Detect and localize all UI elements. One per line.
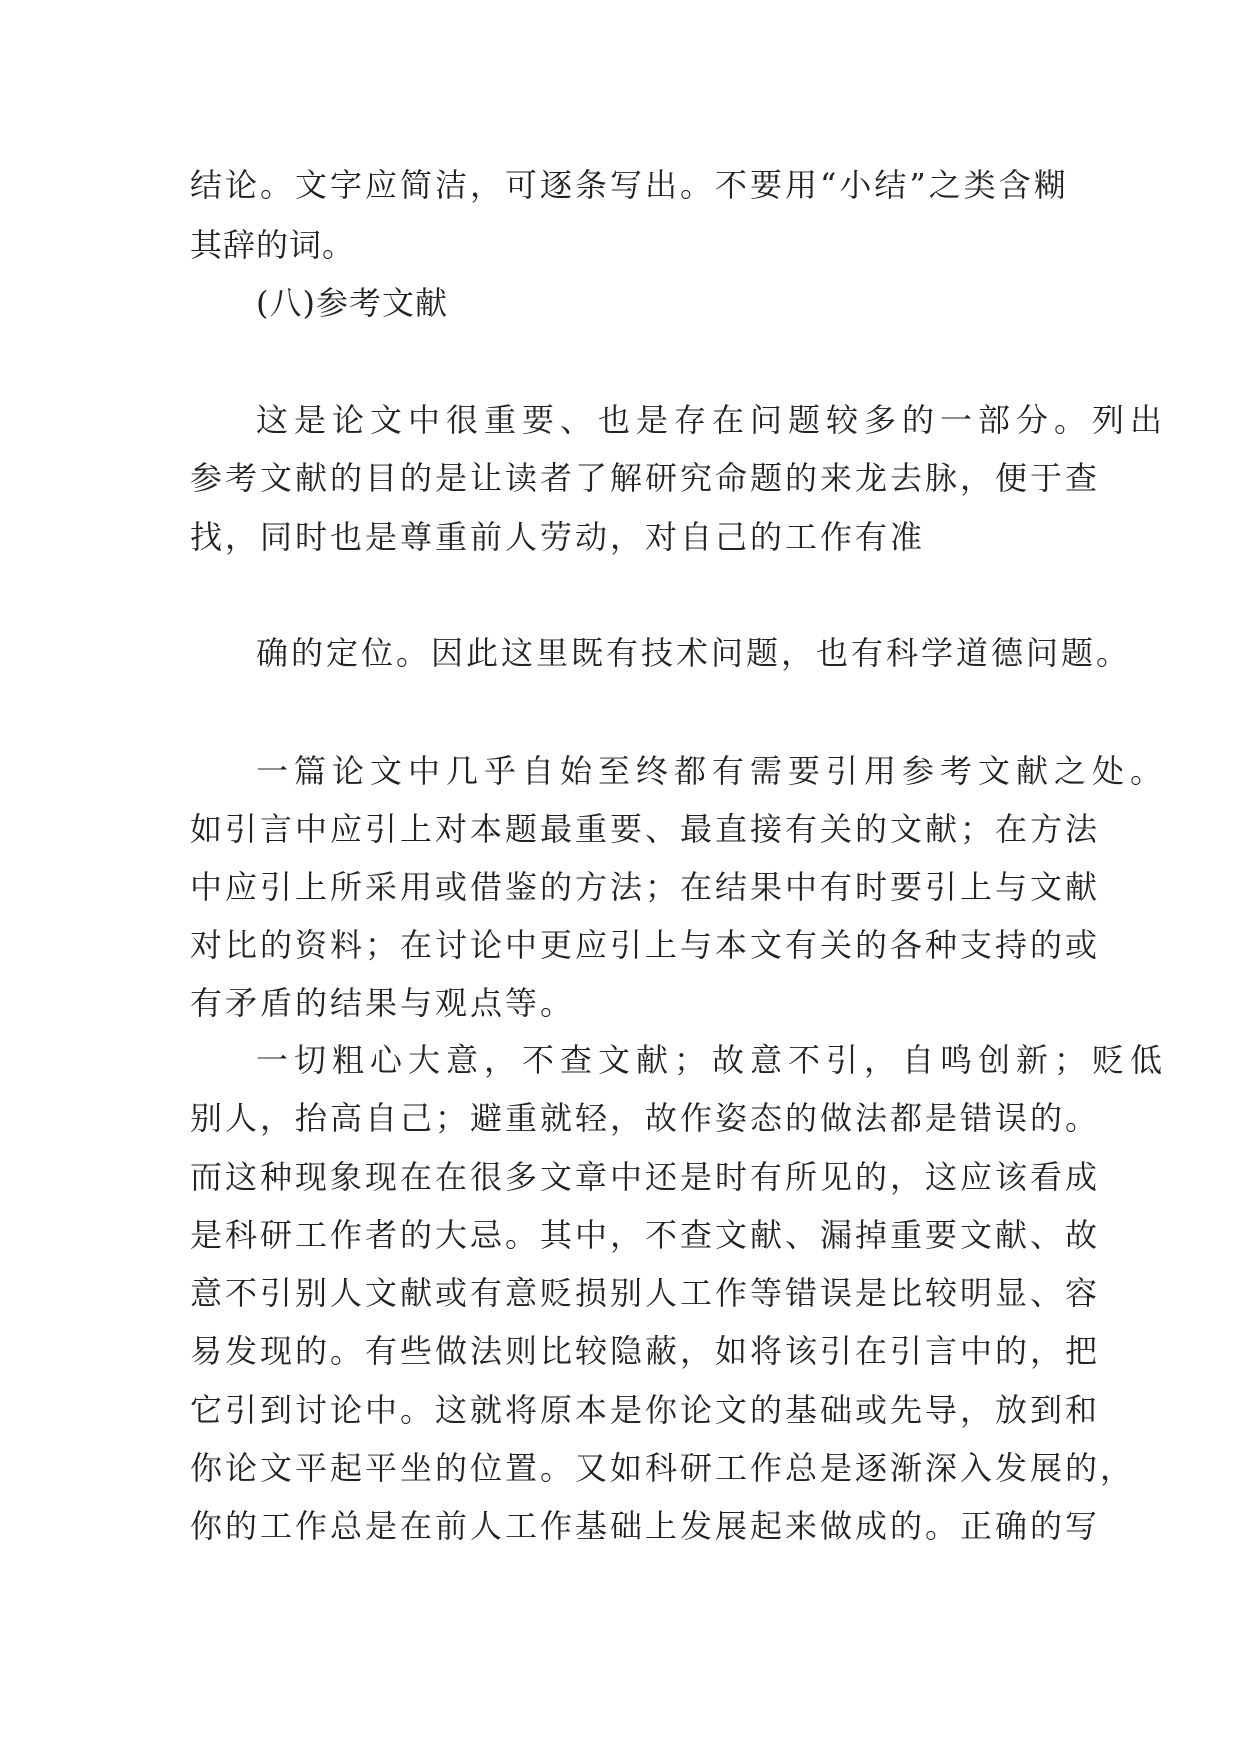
text-line: 确的定位。因此这里既有技术问题，也有科学道德问题。 (256, 634, 1132, 672)
text-line: 易发现的。有些做法则比较隐蔽，如将该引在引言中的，把 (190, 1332, 1101, 1370)
text-line: 其辞的词。 (190, 226, 356, 264)
text-line: 它引到讨论中。这就将原本是你论文的基础或先导，放到和 (190, 1391, 1101, 1429)
text-line: 别人，抬高自己；避重就轻，故作姿态的做法都是错误的。 (190, 1099, 1101, 1137)
text-line: 如引言中应引上对本题最重要、最直接有关的文献；在方法 (190, 810, 1101, 848)
text-line: 这是论文中很重要、也是存在问题较多的一部分。列出 (256, 401, 1169, 439)
text-line: 一篇论文中几乎自始至终都有需要引用参考文献之处。 (256, 752, 1169, 790)
text-line: 对比的资料；在讨论中更应引上与本文有关的各种支持的或 (190, 926, 1101, 964)
text-line: 是科研工作者的大忌。其中，不查文献、漏掉重要文献、故 (190, 1216, 1101, 1254)
text-line: 意不引别人文献或有意贬损别人工作等错误是比较明显、容 (190, 1274, 1101, 1312)
text-line: 找，同时也是尊重前人劳动，对自己的工作有准 (190, 518, 926, 556)
text-line: 中应引上所采用或借鉴的方法；在结果中有时要引上与文献 (190, 868, 1101, 906)
text-line: 有矛盾的结果与观点等。 (190, 984, 576, 1022)
text-line: 结论。文字应简洁，可逐条写出。不要用“小结”之类含糊 (190, 166, 1069, 204)
text-line: 而这种现象现在在很多文章中还是时有所见的，这应该看成 (190, 1158, 1101, 1196)
text-line: 参考文献的目的是让读者了解研究命题的来龙去脉，便于查 (190, 459, 1101, 497)
text-line: 一切粗心大意，不查文献；故意不引，自鸣创新；贬低 (256, 1041, 1169, 1079)
section-heading: (八)参考文献 (256, 284, 448, 322)
text-line: 你的工作总是在前人工作基础上发展起来做成的。正确的写 (190, 1507, 1101, 1545)
text-line: 你论文平起平坐的位置。又如科研工作总是逐渐深入发展的， (190, 1449, 1136, 1487)
